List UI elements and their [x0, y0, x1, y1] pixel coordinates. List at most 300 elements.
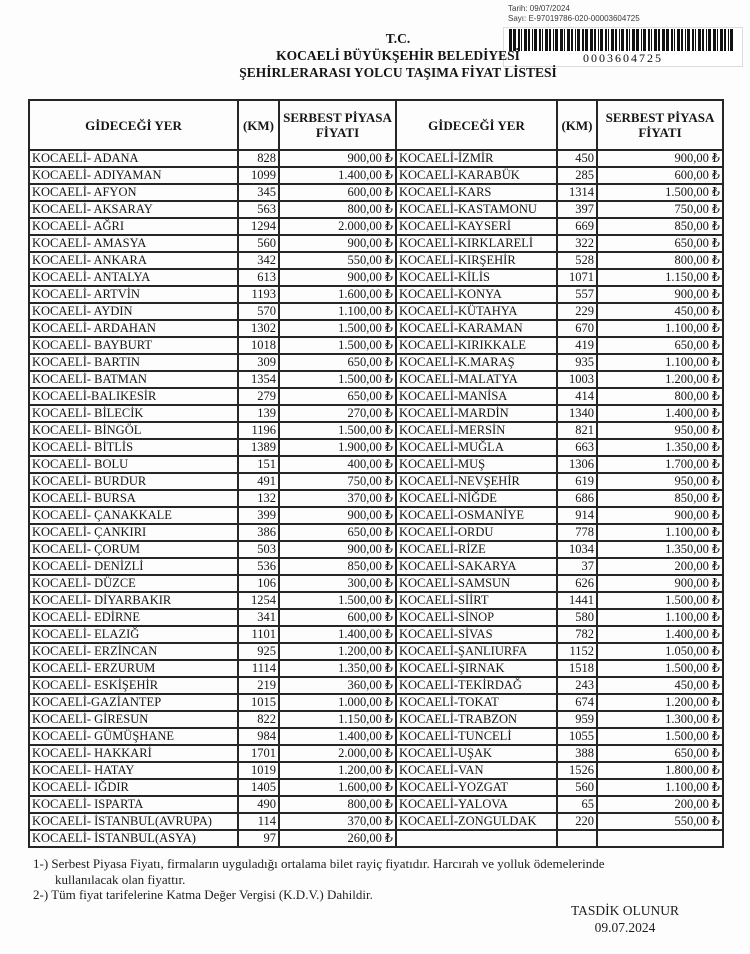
destination-cell-right: KOCAELİ-MERSİN [396, 422, 557, 439]
footnote-1-line-2: kullanılacak olan fiyattır. [55, 871, 186, 887]
destination-cell-left: KOCAELİ- ERZİNCAN [29, 643, 238, 660]
destination-cell-right: KOCAELİ-SAKARYA [396, 558, 557, 575]
destination-cell-right: KOCAELİ-TOKAT [396, 694, 557, 711]
km-cell-left: 1389 [238, 439, 279, 456]
fare-table-row [29, 490, 723, 507]
destination-cell-right: KOCAELİ-KIRIKKALE [396, 337, 557, 354]
fare-table-row [29, 711, 723, 728]
destination-cell-right: KOCAELİ-KARAMAN [396, 320, 557, 337]
km-cell-right: 669 [557, 218, 597, 235]
price-cell-left: 1.000,00 ₺ [279, 694, 396, 711]
meta-number-value: E-97019786-020-00003604725 [528, 14, 640, 23]
km-cell-right: 322 [557, 235, 597, 252]
km-cell-right: 674 [557, 694, 597, 711]
price-cell-left: 600,00 ₺ [279, 609, 396, 626]
km-cell-left: 563 [238, 201, 279, 218]
meta-date-label: Tarih: [508, 4, 528, 13]
price-cell-right: 800,00 ₺ [597, 252, 723, 269]
price-cell-right: 1.500,00 ₺ [597, 728, 723, 745]
fare-table-row [29, 405, 723, 422]
price-cell-left: 1.900,00 ₺ [279, 439, 396, 456]
destination-cell-left: KOCAELİ- DENİZLİ [29, 558, 238, 575]
km-cell-left: 106 [238, 575, 279, 592]
destination-cell-left: KOCAELİ- BARTIN [29, 354, 238, 371]
price-cell-right: 1.500,00 ₺ [597, 592, 723, 609]
fare-table-body [29, 150, 723, 847]
col-header-price-right: SERBEST PİYASA FİYATI [597, 100, 723, 150]
destination-cell-right: KOCAELİ-KAYSERİ [396, 218, 557, 235]
km-cell-left: 984 [238, 728, 279, 745]
destination-cell-right: KOCAELİ-KÜTAHYA [396, 303, 557, 320]
destination-cell-left: KOCAELİ- BİTLİS [29, 439, 238, 456]
price-cell-right: 1.350,00 ₺ [597, 439, 723, 456]
price-cell-right: 650,00 ₺ [597, 235, 723, 252]
price-cell-right: 600,00 ₺ [597, 167, 723, 184]
price-cell-left: 1.400,00 ₺ [279, 167, 396, 184]
price-cell-left: 1.400,00 ₺ [279, 626, 396, 643]
destination-cell-left: KOCAELİ- ARTVİN [29, 286, 238, 303]
fare-table-header [29, 100, 723, 150]
col-header-km-right: (KM) [557, 100, 597, 150]
price-cell-right: 1.350,00 ₺ [597, 541, 723, 558]
price-cell-left: 1.500,00 ₺ [279, 422, 396, 439]
price-cell-right: 1.400,00 ₺ [597, 405, 723, 422]
destination-cell-right: KOCAELİ-SİNOP [396, 609, 557, 626]
km-cell-right: 778 [557, 524, 597, 541]
destination-cell-right: KOCAELİ-MUŞ [396, 456, 557, 473]
destination-cell-right: KOCAELİ-MUĞLA [396, 439, 557, 456]
fare-table-row [29, 660, 723, 677]
km-cell-right: 419 [557, 337, 597, 354]
approval-block [540, 902, 710, 936]
fare-table-row [29, 235, 723, 252]
price-cell-right: 850,00 ₺ [597, 490, 723, 507]
destination-cell-left: KOCAELİ- BİLECİK [29, 405, 238, 422]
fare-table-row [29, 456, 723, 473]
km-cell-right: 935 [557, 354, 597, 371]
km-cell-right: 626 [557, 575, 597, 592]
km-cell-right: 37 [557, 558, 597, 575]
km-cell-left: 1405 [238, 779, 279, 796]
price-cell-right: 550,00 ₺ [597, 813, 723, 830]
price-cell-left: 650,00 ₺ [279, 388, 396, 405]
price-cell-right: 1.200,00 ₺ [597, 371, 723, 388]
price-cell-right: 1.500,00 ₺ [597, 660, 723, 677]
km-cell-left: 132 [238, 490, 279, 507]
price-cell-left: 260,00 ₺ [279, 830, 396, 847]
price-cell-left: 650,00 ₺ [279, 354, 396, 371]
destination-cell-right: KOCAELİ-MALATYA [396, 371, 557, 388]
destination-cell-right: KOCAELİ-SİVAS [396, 626, 557, 643]
km-cell-left: 345 [238, 184, 279, 201]
km-cell-left: 279 [238, 388, 279, 405]
destination-cell-right: KOCAELİ-OSMANİYE [396, 507, 557, 524]
price-cell-left: 900,00 ₺ [279, 541, 396, 558]
price-cell-right: 200,00 ₺ [597, 796, 723, 813]
fare-table-row [29, 762, 723, 779]
price-cell-right: 1.500,00 ₺ [597, 184, 723, 201]
price-cell-left: 1.400,00 ₺ [279, 728, 396, 745]
destination-cell-right: KOCAELİ-ŞIRNAK [396, 660, 557, 677]
price-cell-right: 1.100,00 ₺ [597, 524, 723, 541]
meta-date-line [508, 4, 743, 14]
km-cell-left: 1302 [238, 320, 279, 337]
km-cell-right: 414 [557, 388, 597, 405]
km-cell-left: 503 [238, 541, 279, 558]
km-cell-right: 821 [557, 422, 597, 439]
destination-cell-left: KOCAELİ- GÜMÜŞHANE [29, 728, 238, 745]
destination-cell-left: KOCAELİ- DÜZCE [29, 575, 238, 592]
price-cell-left: 1.600,00 ₺ [279, 286, 396, 303]
price-cell-left: 800,00 ₺ [279, 201, 396, 218]
destination-cell-left: KOCAELİ- HAKKARİ [29, 745, 238, 762]
price-cell-left: 1.500,00 ₺ [279, 337, 396, 354]
destination-cell-left: KOCAELİ- AĞRI [29, 218, 238, 235]
price-cell-left: 1.200,00 ₺ [279, 643, 396, 660]
km-cell-left: 114 [238, 813, 279, 830]
km-cell-left: 536 [238, 558, 279, 575]
km-cell-left: 1018 [238, 337, 279, 354]
km-cell-left: 491 [238, 473, 279, 490]
km-cell-left: 613 [238, 269, 279, 286]
fare-table-row [29, 728, 723, 745]
km-cell-right: 65 [557, 796, 597, 813]
title-line-municipality: KOCAELİ BÜYÜKŞEHİR BELEDİYESİ [276, 48, 520, 63]
price-cell-left: 360,00 ₺ [279, 677, 396, 694]
price-cell-right: 1.150,00 ₺ [597, 269, 723, 286]
km-cell-left: 1101 [238, 626, 279, 643]
fare-table-row [29, 439, 723, 456]
col-header-km-left: (KM) [238, 100, 279, 150]
price-cell-left: 900,00 ₺ [279, 507, 396, 524]
km-cell-right: 1034 [557, 541, 597, 558]
price-cell-left: 1.350,00 ₺ [279, 660, 396, 677]
price-cell-right [597, 830, 723, 847]
destination-cell-left: KOCAELİ- ANTALYA [29, 269, 238, 286]
km-cell-right: 528 [557, 252, 597, 269]
price-cell-right: 1.200,00 ₺ [597, 694, 723, 711]
approval-date: 09.07.2024 [594, 920, 656, 935]
destination-cell-left: KOCAELİ- ÇANKIRI [29, 524, 238, 541]
price-cell-left: 400,00 ₺ [279, 456, 396, 473]
fare-table-row [29, 541, 723, 558]
col-header-destination-right: GİDECEĞİ YER [396, 100, 557, 150]
destination-cell-left: KOCAELİ- AYDIN [29, 303, 238, 320]
fare-table-row [29, 286, 723, 303]
km-cell-left: 1701 [238, 745, 279, 762]
km-cell-right: 560 [557, 779, 597, 796]
price-cell-right: 900,00 ₺ [597, 286, 723, 303]
km-cell-left: 570 [238, 303, 279, 320]
destination-cell-left: KOCAELİ- DİYARBAKIR [29, 592, 238, 609]
col-header-price-left: SERBEST PİYASA FİYATI [279, 100, 396, 150]
km-cell-left: 151 [238, 456, 279, 473]
price-cell-right: 200,00 ₺ [597, 558, 723, 575]
fare-table-row [29, 201, 723, 218]
destination-cell-left: KOCAELİ- ADIYAMAN [29, 167, 238, 184]
price-cell-right: 900,00 ₺ [597, 575, 723, 592]
destination-cell-right: KOCAELİ-KIRŞEHİR [396, 252, 557, 269]
km-cell-right: 782 [557, 626, 597, 643]
price-cell-right: 750,00 ₺ [597, 201, 723, 218]
km-cell-right: 285 [557, 167, 597, 184]
km-cell-right: 580 [557, 609, 597, 626]
price-cell-right: 800,00 ₺ [597, 388, 723, 405]
fare-table-row [29, 796, 723, 813]
price-cell-left: 850,00 ₺ [279, 558, 396, 575]
km-cell-left: 1254 [238, 592, 279, 609]
destination-cell-left: KOCAELİ- ÇANAKKALE [29, 507, 238, 524]
price-cell-left: 1.100,00 ₺ [279, 303, 396, 320]
price-cell-left: 1.500,00 ₺ [279, 592, 396, 609]
km-cell-left: 1196 [238, 422, 279, 439]
fare-table-row [29, 694, 723, 711]
destination-cell-left: KOCAELİ- BURDUR [29, 473, 238, 490]
km-cell-right: 1152 [557, 643, 597, 660]
price-cell-right: 1.700,00 ₺ [597, 456, 723, 473]
km-cell-right: 1526 [557, 762, 597, 779]
destination-cell-right [396, 830, 557, 847]
fare-table-row [29, 677, 723, 694]
destination-cell-right: KOCAELİ-KONYA [396, 286, 557, 303]
km-cell-right: 220 [557, 813, 597, 830]
destination-cell-left: KOCAELİ- HATAY [29, 762, 238, 779]
km-cell-right: 388 [557, 745, 597, 762]
destination-cell-left: KOCAELİ-GAZİANTEP [29, 694, 238, 711]
price-cell-right: 1.100,00 ₺ [597, 354, 723, 371]
km-cell-right: 450 [557, 150, 597, 167]
km-cell-right: 914 [557, 507, 597, 524]
price-cell-right: 1.800,00 ₺ [597, 762, 723, 779]
km-cell-right: 619 [557, 473, 597, 490]
destination-cell-right: KOCAELİ-MANİSA [396, 388, 557, 405]
title-line-list: ŞEHİRLERARASI YOLCU TAŞIMA FİYAT LİSTESİ [239, 65, 557, 80]
fare-table-row [29, 745, 723, 762]
km-cell-right: 1340 [557, 405, 597, 422]
fare-table-row [29, 473, 723, 490]
destination-cell-right: KOCAELİ-UŞAK [396, 745, 557, 762]
fare-table-row [29, 422, 723, 439]
destination-cell-right: KOCAELİ-SİİRT [396, 592, 557, 609]
km-cell-right: 243 [557, 677, 597, 694]
price-cell-right: 1.050,00 ₺ [597, 643, 723, 660]
destination-cell-left: KOCAELİ- İSTANBUL(AVRUPA) [29, 813, 238, 830]
price-cell-right: 1.100,00 ₺ [597, 779, 723, 796]
destination-cell-left: KOCAELİ- İSTANBUL(ASYA) [29, 830, 238, 847]
price-cell-right: 900,00 ₺ [597, 150, 723, 167]
destination-cell-left: KOCAELİ- ARDAHAN [29, 320, 238, 337]
km-cell-right: 1306 [557, 456, 597, 473]
fare-table-row [29, 337, 723, 354]
destination-cell-right: KOCAELİ-ORDU [396, 524, 557, 541]
fare-table-row [29, 592, 723, 609]
fare-table-row [29, 524, 723, 541]
price-cell-left: 600,00 ₺ [279, 184, 396, 201]
destination-cell-right: KOCAELİ-KASTAMONU [396, 201, 557, 218]
km-cell-right: 663 [557, 439, 597, 456]
price-cell-left: 1.500,00 ₺ [279, 371, 396, 388]
km-cell-right: 397 [557, 201, 597, 218]
fare-table-row [29, 167, 723, 184]
km-cell-left: 1015 [238, 694, 279, 711]
price-cell-right: 1.100,00 ₺ [597, 320, 723, 337]
fare-table-row [29, 643, 723, 660]
km-cell-right: 1071 [557, 269, 597, 286]
km-cell-left: 341 [238, 609, 279, 626]
km-cell-left: 1099 [238, 167, 279, 184]
price-cell-left: 900,00 ₺ [279, 269, 396, 286]
fare-table-row [29, 303, 723, 320]
meta-number-line [508, 14, 743, 24]
destination-cell-right: KOCAELİ-KARS [396, 184, 557, 201]
km-cell-left: 309 [238, 354, 279, 371]
km-cell-right [557, 830, 597, 847]
destination-cell-left: KOCAELİ- IĞDIR [29, 779, 238, 796]
km-cell-left: 1019 [238, 762, 279, 779]
price-cell-left: 1.500,00 ₺ [279, 320, 396, 337]
km-cell-left: 490 [238, 796, 279, 813]
title-line-tc: T.C. [385, 31, 411, 46]
destination-cell-right: KOCAELİ-KIRKLARELİ [396, 235, 557, 252]
price-cell-right: 1.400,00 ₺ [597, 626, 723, 643]
fare-table-row [29, 558, 723, 575]
price-cell-left: 1.200,00 ₺ [279, 762, 396, 779]
approval-text: TASDİK OLUNUR [570, 903, 680, 918]
destination-cell-right: KOCAELİ-KARABÜK [396, 167, 557, 184]
price-cell-right: 650,00 ₺ [597, 745, 723, 762]
km-cell-right: 229 [557, 303, 597, 320]
km-cell-right: 1518 [557, 660, 597, 677]
km-cell-right: 1003 [557, 371, 597, 388]
price-cell-left: 1.150,00 ₺ [279, 711, 396, 728]
km-cell-left: 828 [238, 150, 279, 167]
destination-cell-right: KOCAELİ-VAN [396, 762, 557, 779]
price-cell-right: 650,00 ₺ [597, 337, 723, 354]
price-cell-left: 550,00 ₺ [279, 252, 396, 269]
km-cell-left: 342 [238, 252, 279, 269]
destination-cell-left: KOCAELİ- ISPARTA [29, 796, 238, 813]
km-cell-right: 1314 [557, 184, 597, 201]
destination-cell-left: KOCAELİ- BAYBURT [29, 337, 238, 354]
destination-cell-left: KOCAELİ- ADANA [29, 150, 238, 167]
fare-table [28, 99, 724, 848]
destination-cell-right: KOCAELİ-YOZGAT [396, 779, 557, 796]
fare-table-row [29, 626, 723, 643]
footnotes [33, 856, 723, 903]
km-cell-left: 822 [238, 711, 279, 728]
km-cell-left: 97 [238, 830, 279, 847]
fare-table-row [29, 388, 723, 405]
price-cell-left: 900,00 ₺ [279, 235, 396, 252]
price-cell-left: 270,00 ₺ [279, 405, 396, 422]
destination-cell-right: KOCAELİ-NEVŞEHİR [396, 473, 557, 490]
meta-number-label: Sayı: [508, 14, 527, 23]
km-cell-left: 1193 [238, 286, 279, 303]
km-cell-right: 557 [557, 286, 597, 303]
destination-cell-left: KOCAELİ- ÇORUM [29, 541, 238, 558]
destination-cell-right: KOCAELİ-K.MARAŞ [396, 354, 557, 371]
fare-table-row [29, 575, 723, 592]
km-cell-left: 1354 [238, 371, 279, 388]
meta-date-value: 09/07/2024 [529, 4, 570, 13]
price-cell-left: 370,00 ₺ [279, 490, 396, 507]
destination-cell-left: KOCAELİ-BALIKESİR [29, 388, 238, 405]
destination-cell-left: KOCAELİ- BATMAN [29, 371, 238, 388]
destination-cell-right: KOCAELİ-NİĞDE [396, 490, 557, 507]
fare-table-row [29, 354, 723, 371]
fare-table-row [29, 507, 723, 524]
price-cell-right: 1.100,00 ₺ [597, 609, 723, 626]
km-cell-left: 1294 [238, 218, 279, 235]
km-cell-right: 1055 [557, 728, 597, 745]
price-cell-right: 450,00 ₺ [597, 303, 723, 320]
price-cell-right: 450,00 ₺ [597, 677, 723, 694]
fare-table-row [29, 813, 723, 830]
price-cell-right: 950,00 ₺ [597, 422, 723, 439]
km-cell-left: 925 [238, 643, 279, 660]
destination-cell-left: KOCAELİ- BOLU [29, 456, 238, 473]
document-title [48, 30, 748, 81]
destination-cell-left: KOCAELİ- GİRESUN [29, 711, 238, 728]
destination-cell-left: KOCAELİ- ESKİŞEHİR [29, 677, 238, 694]
km-cell-right: 1441 [557, 592, 597, 609]
price-cell-left: 800,00 ₺ [279, 796, 396, 813]
fare-table-row [29, 320, 723, 337]
price-cell-left: 650,00 ₺ [279, 524, 396, 541]
destination-cell-left: KOCAELİ- EDİRNE [29, 609, 238, 626]
document-meta [508, 4, 743, 24]
destination-cell-right: KOCAELİ-MARDİN [396, 405, 557, 422]
fare-table-row [29, 779, 723, 796]
destination-cell-left: KOCAELİ- BİNGÖL [29, 422, 238, 439]
destination-cell-left: KOCAELİ- ANKARA [29, 252, 238, 269]
destination-cell-left: KOCAELİ- ERZURUM [29, 660, 238, 677]
destination-cell-right: KOCAELİ-TUNCELİ [396, 728, 557, 745]
fare-table-row [29, 218, 723, 235]
price-cell-right: 900,00 ₺ [597, 507, 723, 524]
destination-cell-right: KOCAELİ-ZONGULDAK [396, 813, 557, 830]
km-cell-right: 670 [557, 320, 597, 337]
destination-cell-right: KOCAELİ-YALOVA [396, 796, 557, 813]
footnote-2: 2-) Tüm fiyat tarifelerine Katma Değer Vergisi (K.D.V.) Dahildir. [33, 887, 373, 902]
km-cell-left: 560 [238, 235, 279, 252]
price-cell-left: 300,00 ₺ [279, 575, 396, 592]
col-header-destination-left: GİDECEĞİ YER [29, 100, 238, 150]
destination-cell-right: KOCAELİ-SAMSUN [396, 575, 557, 592]
destination-cell-right: KOCAELİ-RİZE [396, 541, 557, 558]
price-cell-left: 1.600,00 ₺ [279, 779, 396, 796]
price-cell-left: 370,00 ₺ [279, 813, 396, 830]
fare-table-row [29, 269, 723, 286]
fare-table-row [29, 830, 723, 847]
price-cell-left: 750,00 ₺ [279, 473, 396, 490]
destination-cell-right: KOCAELİ-ŞANLIURFA [396, 643, 557, 660]
destination-cell-right: KOCAELİ-KİLİS [396, 269, 557, 286]
destination-cell-right: KOCAELİ-TRABZON [396, 711, 557, 728]
price-cell-left: 2.000,00 ₺ [279, 218, 396, 235]
price-cell-left: 2.000,00 ₺ [279, 745, 396, 762]
price-cell-right: 950,00 ₺ [597, 473, 723, 490]
footnote-1-line-1: 1-) Serbest Piyasa Fiyatı, firmaların uyguladığı ortalama bilet rayiç fiyatıdır. Harcırah ve yolluk ödemelerinde [33, 856, 605, 871]
fare-table-row [29, 371, 723, 388]
fare-table-row [29, 184, 723, 201]
km-cell-left: 139 [238, 405, 279, 422]
destination-cell-right: KOCAELİ-TEKİRDAĞ [396, 677, 557, 694]
fare-table-row [29, 150, 723, 167]
destination-cell-left: KOCAELİ- AFYON [29, 184, 238, 201]
price-cell-left: 900,00 ₺ [279, 150, 396, 167]
fare-table-row [29, 609, 723, 626]
